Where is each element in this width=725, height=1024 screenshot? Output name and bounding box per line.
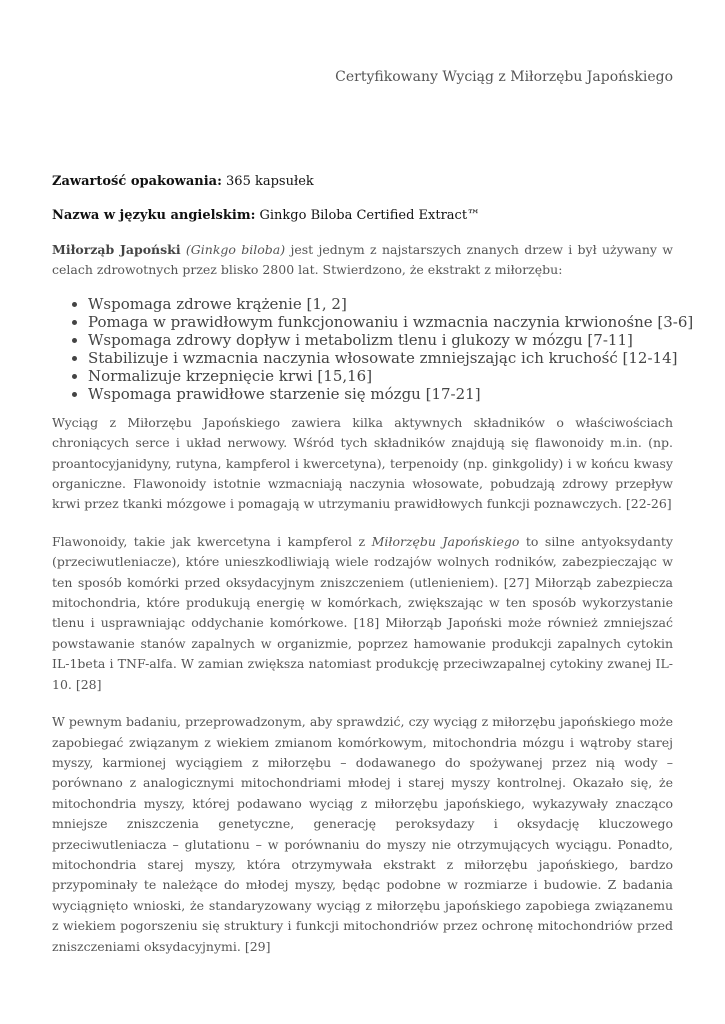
benefit-item: • Stabilizuje i wzmacnia naczynia włosowate zmniejszając ich kruchość [12-14]	[88, 349, 673, 367]
paragraph-flavonoids-italic: Miłorzębu Japońskiego	[371, 533, 520, 549]
page-header-title: Certyfikowany Wyciąg z Miłorzębu Japońskiego	[335, 69, 673, 85]
intro-latin-name: (Ginkgo biloba)	[185, 242, 286, 257]
english-name-value: Ginkgo Biloba Certified Extract™	[255, 208, 481, 223]
paragraph-flavonoids-start: Flawonoidy, takie jak kwercetyna i kampferol z	[52, 533, 372, 549]
paragraph-study: W pewnym badaniu, przeprowadzonym, aby sprawdzić, czy wyciąg z miłorzębu japońskiego może zapobiegać związanym z wiekiem zmianom komórkowym, mitochondria mózgu i wątroby starej myszy, karmionej wyciągiem z miłorzębu – dodawanego do spożywanej przez nią wody – porównano z analogicznymi mitochondriami młodej i starej myszy kontrolnej. Okazało się, że mitochondria myszy, której podawano wyciąg z miłorzębu japońskiego, wykazywały znacząco mniejsze zniszczenia genetyczne, generację peroksydazy i oksydację kluczowego przeciwutleniacza – glutationu – w porównaniu do myszy nie otrzymujących wyciągu. Ponadto, mitochondria starej myszy, która otrzymywała ekstrakt z miłorzębu japońskiego, bardzo przypominały te należące do młodej myszy, będąc podobne w rozmiarze i budowie. Z badania wyciągnięto wnioski, że standaryzowany wyciąg z miłorzębu japońskiego zapobiega związanemu z wiekiem pogorszeniu się struktury i funkcji mitochondriów przez ochronę mitochondriów przed zniszczeniami oksydacyjnymi. [29]	[52, 714, 673, 954]
package-contents-value: 365 kapsułek	[221, 174, 314, 189]
benefit-item: • Normalizuje krzepnięcie krwi [15,16]	[88, 367, 673, 385]
benefit-item: • Wspomaga zdrowy dopływ i metabolizm tlenu i glukozy w mózgu [7-11]	[88, 331, 673, 349]
english-name-line	[52, 206, 673, 226]
paragraph-flavonoids-end: to silne antyoksydanty (przeciwutleniacze), które unieszkodliwiają wiele rodzajów wolnych rodników, zabezpieczając w ten sposób komórki przed oksydacyjnym zniszczeniem (utlenieniem). [27] Miłorząb zabezpiecza mitochondria, które produkują energię w komórkach, zwiększając w ten sposób wykorzystanie tlenu i usprawniając oddychanie komórkowe. [18] Miłorząb Japoński może również zmniejszać powstawanie stanów zapalnych w organizmie, poprzez hamowanie produkcji zapalnych cytokin IL-1beta i TNF-alfa. W zamian zwiększa natomiast produkcję przeciwzapalnej cytokiny zwanej IL-10. [28]	[52, 533, 673, 692]
benefit-item: • Pomaga w prawidłowym funkcjonowaniu i wzmacnia naczynia krwionośne [3-6]	[88, 313, 673, 331]
benefit-item: • Wspomaga prawidłowe starzenie się mózgu [17-21]	[88, 385, 673, 403]
article-content	[52, 172, 694, 974]
package-contents-line	[52, 172, 673, 192]
intro-paragraph	[52, 240, 673, 281]
benefits-list	[52, 294, 694, 403]
intro-text: jest jednym z najstarszych znanych drzew i był używany w celach zdrowotnych przez blisko 2800 lat. Stwierdzono, że ekstrakt z miłorzębu:	[52, 242, 673, 278]
intro-bold-name: Miłorząb Japoński	[52, 242, 181, 257]
package-contents-label: Zawartość opakowania:	[52, 174, 222, 189]
english-name-label: Nazwa w języku angielskim:	[52, 208, 256, 223]
paragraph-active-ingredients: Wyciąg z Miłorzębu Japońskiego zawiera kilka aktywnych składników o właściwościach chroniących serce i układ nerwowy. Wśród tych składników znajdują się flawonoidy m.in. (np. proantocyjanidyny, rutyna, kampferol i kwercetyna), terpenoidy (np. ginkgolidy) i w końcu kwasy organiczne. Flawonoidy istotnie wzmacniają naczynia włosowate, pobudzają zdrowy przepływ krwi przez tkanki mózgowe i pomagają w utrzymaniu prawidłowych funkcji poznawczych. [22-26]	[52, 414, 673, 512]
benefit-item: • Wspomaga zdrowe krążenie [1, 2]	[88, 295, 673, 313]
paragraph-flavonoids	[52, 532, 673, 695]
